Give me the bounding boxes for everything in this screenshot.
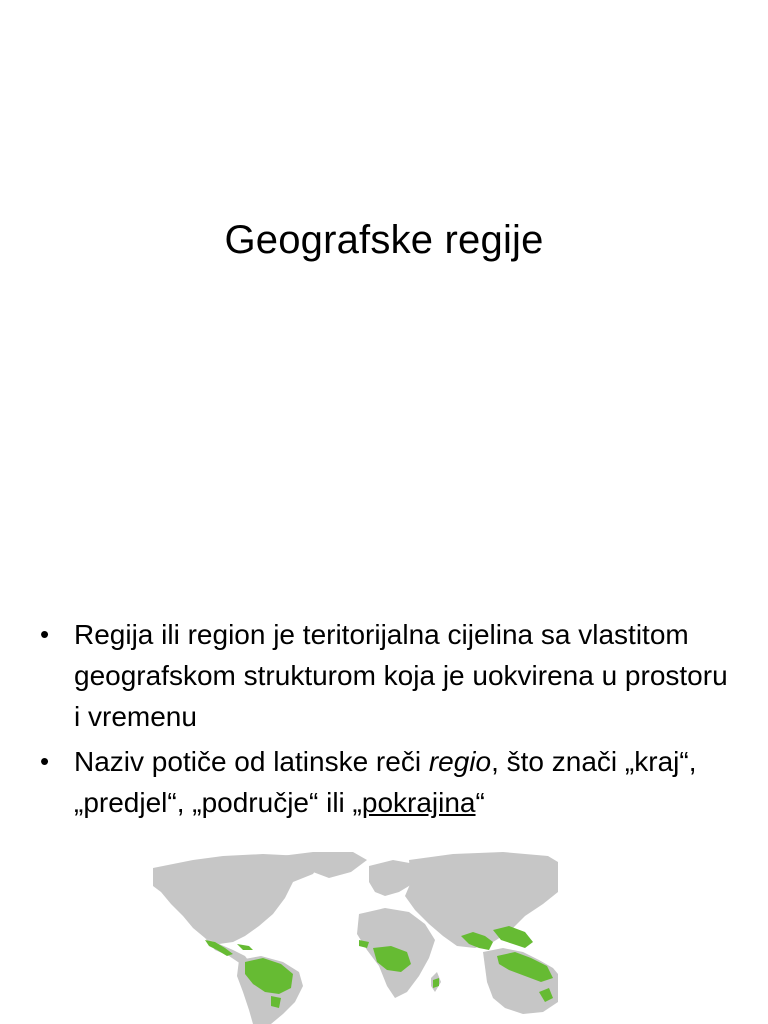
bullet-text-etymology-start: Naziv potiče od latinske reči xyxy=(74,746,429,777)
bullet-dot-icon: • xyxy=(40,746,50,776)
bullet-list xyxy=(40,614,740,827)
bullet-text-definition: Regija ili region je teritorijalna cijelina sa vlastitom geografskom strukturom koja je uokvirena u prostoru i vremenu xyxy=(74,619,728,732)
world-map-tropical-regions-icon xyxy=(153,852,558,1024)
bullet-text-etymology-end: “ xyxy=(475,787,485,818)
latin-word: regio xyxy=(428,746,492,777)
bullet-item-definition xyxy=(40,614,740,737)
bullet-text-etymology-middle: , što znači „kraj“, „predjel“, „područje“ ili „ xyxy=(74,746,697,818)
bullet-dot-icon: • xyxy=(40,619,50,649)
bullet-item-etymology xyxy=(40,741,740,823)
slide-title: Geografske regije xyxy=(224,218,544,262)
world-map-image xyxy=(153,852,558,1024)
pokrajina-link[interactable]: pokrajina xyxy=(361,787,476,818)
